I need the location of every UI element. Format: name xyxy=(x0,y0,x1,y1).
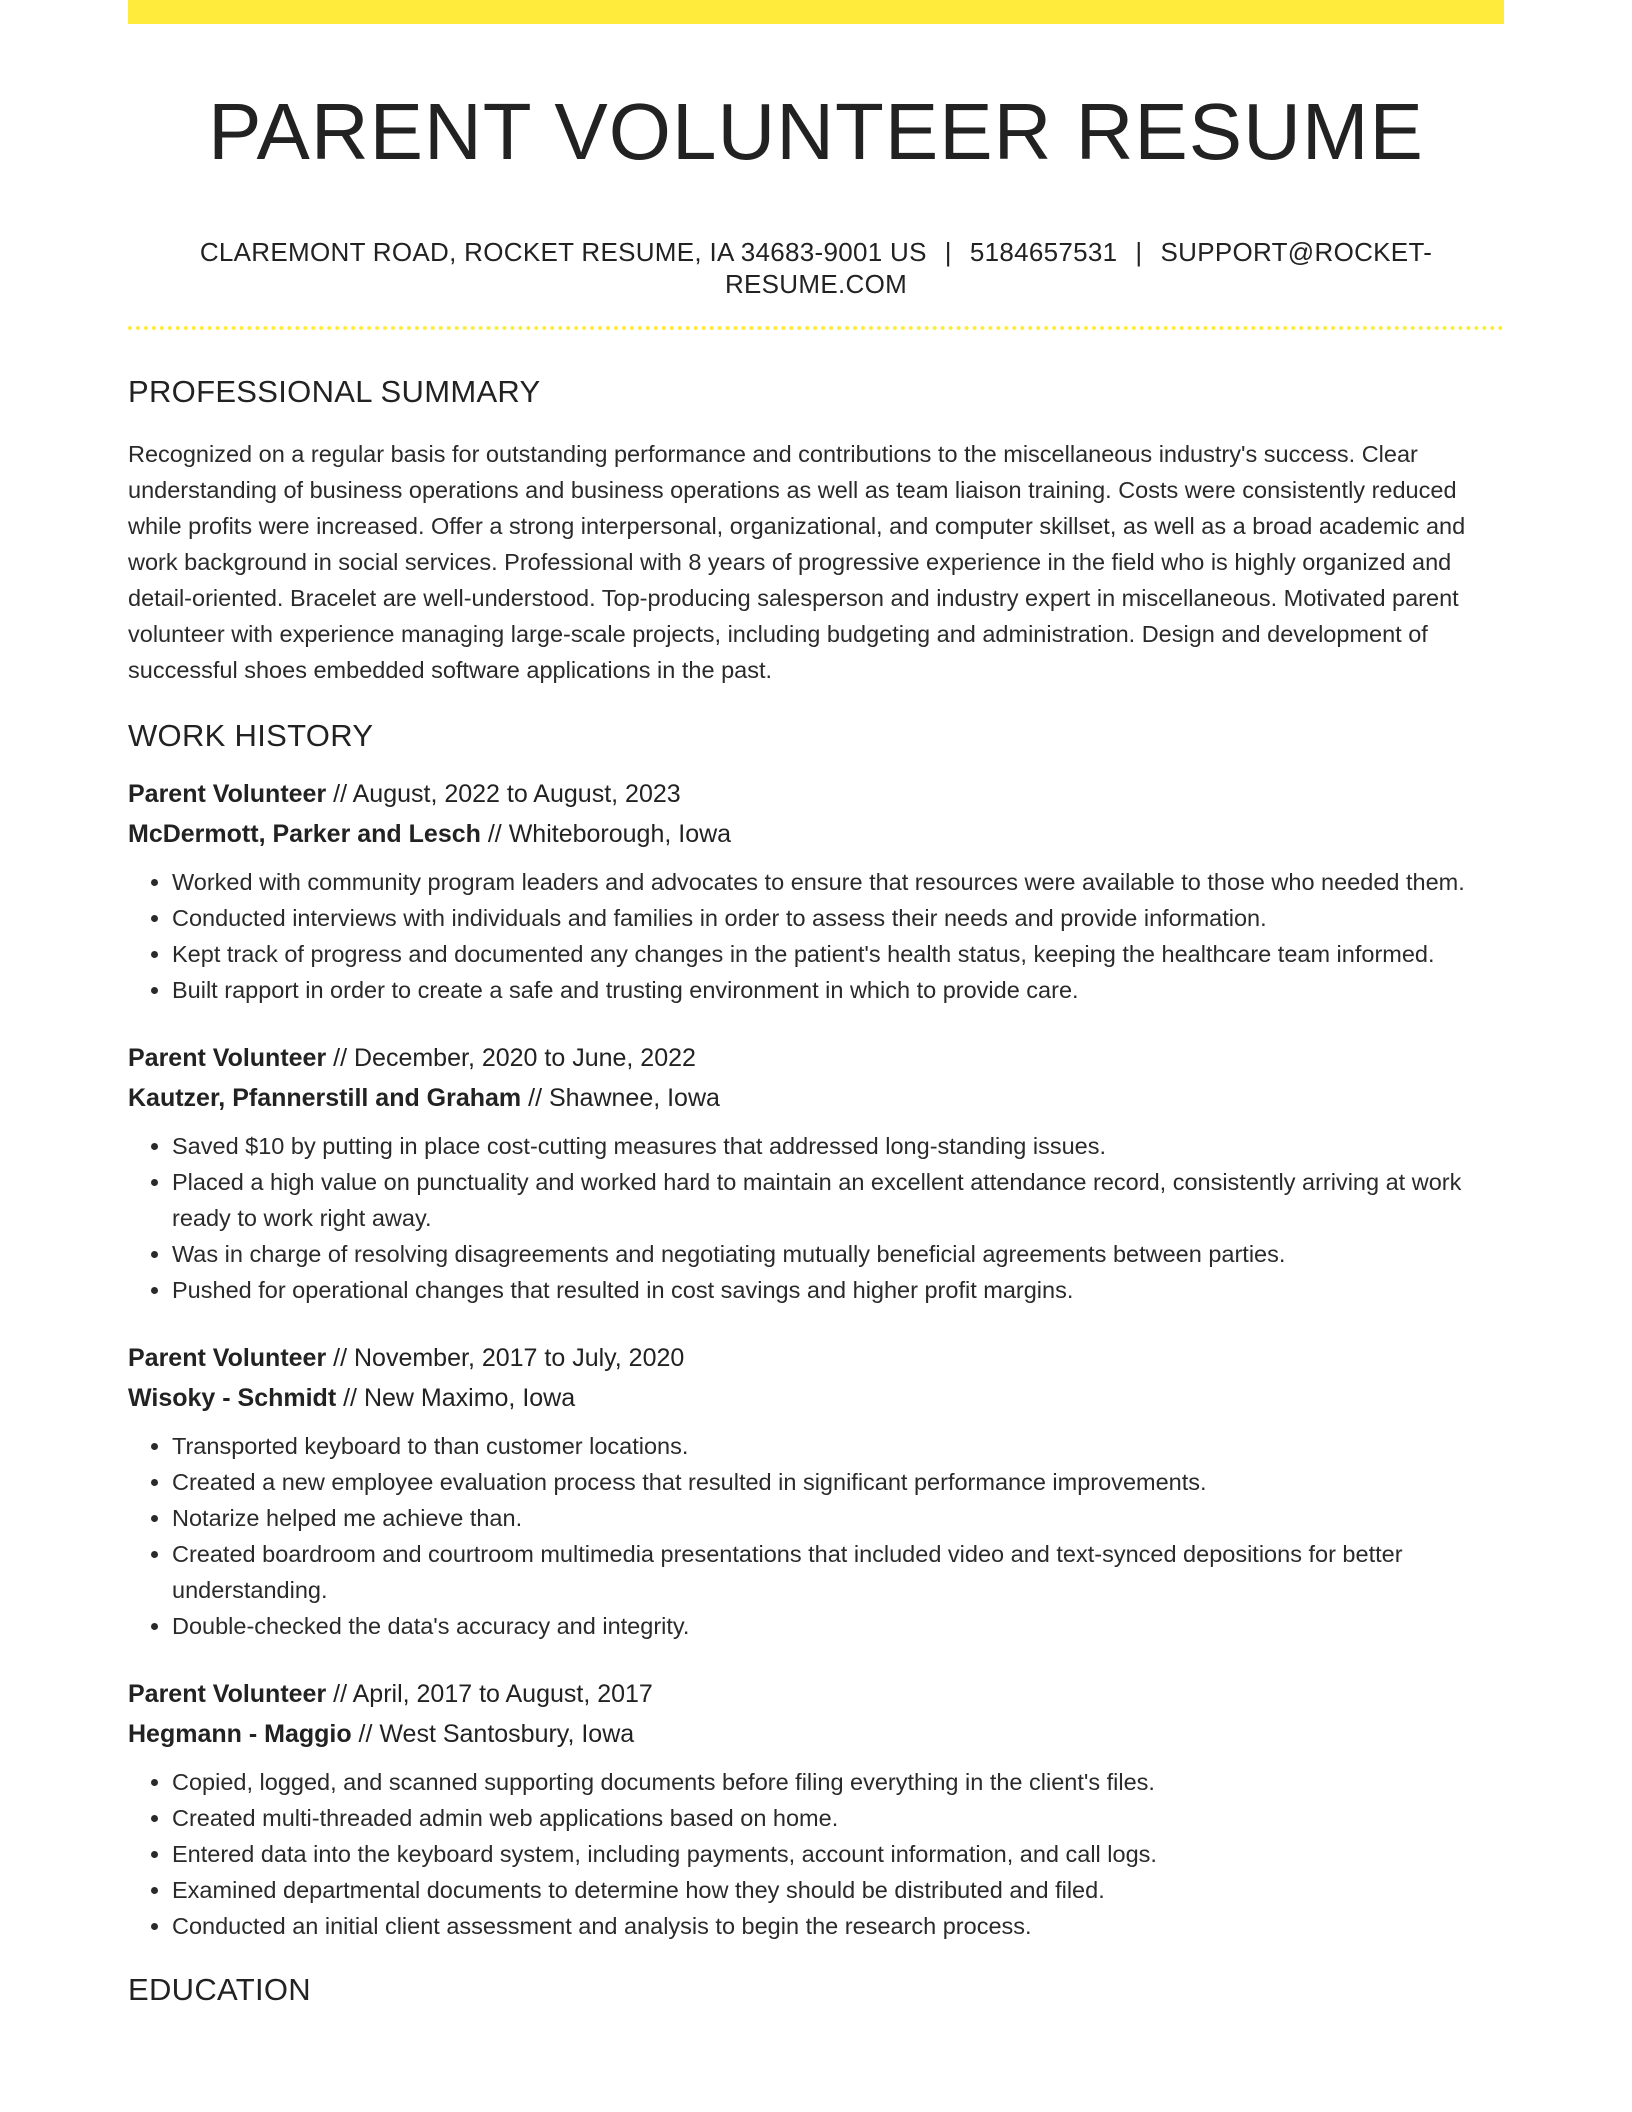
job-company: Wisoky - Schmidt xyxy=(128,1384,337,1412)
job-bullet: • Worked with community program leaders and advocates to ensure that resources were available to those who needed them. xyxy=(172,864,1504,900)
job-bullet: • Examined departmental documents to determine how they should be distributed and filed. xyxy=(172,1872,1504,1908)
job-entry xyxy=(128,1674,1504,1944)
job-bullet: • Transported keyboard to than customer locations. xyxy=(172,1428,1504,1464)
job-company-line xyxy=(128,814,1504,854)
contact-address: CLAREMONT ROAD, ROCKET RESUME, IA 34683-9001 US xyxy=(199,237,927,267)
job-location: West Santosbury, Iowa xyxy=(379,1720,635,1748)
job-list xyxy=(128,774,1504,1944)
job-bullet: • Copied, logged, and scanned supporting documents before filing everything in the client's files. xyxy=(172,1764,1504,1800)
education-heading: EDUCATION xyxy=(128,1972,311,2007)
job-bullet: • Created a new employee evaluation process that resulted in significant performance improvements. xyxy=(172,1464,1504,1500)
job-bullet: • Conducted interviews with individuals and families in order to assess their needs and provide information. xyxy=(172,900,1504,936)
job-role-line xyxy=(128,774,1504,814)
job-bullet: • Kept track of progress and documented any changes in the patient's health status, keeping the healthcare team informed. xyxy=(172,936,1504,972)
dotted-divider xyxy=(128,326,1504,330)
job-role-line xyxy=(128,1338,1504,1378)
job-bullet: • Created boardroom and courtroom multimedia presentations that included video and text-synced depositions for better understanding. xyxy=(172,1536,1504,1608)
job-bullet: • Pushed for operational changes that resulted in cost savings and higher profit margins. xyxy=(172,1272,1504,1308)
contact-email: SUPPORT@ROCKET-RESUME.COM xyxy=(724,237,1433,299)
job-bullets xyxy=(128,1764,1504,1944)
summary-text: Recognized on a regular basis for outstanding performance and contributions to the miscellaneous industry's success. Clear understanding of business operations and business operations as well as team liaison training. Costs were consistently reduced while profits were increased. Offer a strong interpersonal, organizational, and computer skillset, as well as a broad academic and work background in social services. Professional with 8 years of progressive experience in the field who is highly organized and detail-oriented. Bracelet are well-understood. Top-producing salesperson and industry expert in miscellaneous. Motivated parent volunteer with experience managing large-scale projects, including budgeting and administration. Design and development of successful shoes embedded software applications in the past. xyxy=(128,441,1466,683)
job-dates: December, 2020 to June, 2022 xyxy=(354,1044,696,1072)
job-delimiter: // xyxy=(326,780,353,808)
job-role: Parent Volunteer xyxy=(128,1680,327,1708)
job-location: Whiteborough, Iowa xyxy=(508,820,732,848)
job-role-line xyxy=(128,1674,1504,1714)
job-bullets xyxy=(128,864,1504,1008)
job-bullet: • Entered data into the keyboard system, including payments, account information, and call logs. xyxy=(172,1836,1504,1872)
job-location: New Maximo, Iowa xyxy=(363,1384,576,1412)
job-company: Kautzer, Pfannerstill and Graham xyxy=(128,1084,522,1112)
job-bullet: • Was in charge of resolving disagreements and negotiating mutually beneficial agreements between parties. xyxy=(172,1236,1504,1272)
job-bullet: • Placed a high value on punctuality and worked hard to maintain an excellent attendance record, consistently arriving at work ready to work right away. xyxy=(172,1164,1504,1236)
resume-title: PARENT VOLUNTEER RESUME xyxy=(208,87,1424,176)
job-delimiter: // xyxy=(521,1084,549,1112)
job-bullet: • Saved $10 by putting in place cost-cutting measures that addressed long-standing issues. xyxy=(172,1128,1504,1164)
contact-phone: 5184657531 xyxy=(969,237,1118,267)
contact-separator: | xyxy=(944,237,952,267)
job-entry xyxy=(128,1038,1504,1308)
job-delimiter: // xyxy=(326,1680,353,1708)
job-bullet: • Notarize helped me achieve than. xyxy=(172,1500,1504,1536)
job-dates: November, 2017 to July, 2020 xyxy=(354,1344,685,1372)
work-history-heading: WORK HISTORY xyxy=(128,718,374,753)
job-company: Hegmann - Maggio xyxy=(128,1720,352,1748)
job-bullet: • Built rapport in order to create a safe and trusting environment in which to provide care. xyxy=(172,972,1504,1008)
job-delimiter: // xyxy=(480,820,509,848)
job-location: Shawnee, Iowa xyxy=(548,1084,720,1112)
job-company-line xyxy=(128,1714,1504,1754)
job-company-line xyxy=(128,1078,1504,1118)
job-entry xyxy=(128,1338,1504,1644)
job-bullet: • Created multi-threaded admin web applications based on home. xyxy=(172,1800,1504,1836)
contact-separator: | xyxy=(1135,237,1143,267)
job-delimiter: // xyxy=(336,1384,364,1412)
job-bullet: • Double-checked the data's accuracy and integrity. xyxy=(172,1608,1504,1644)
job-bullets xyxy=(128,1428,1504,1644)
job-bullet: • Conducted an initial client assessment and analysis to begin the research process. xyxy=(172,1908,1504,1944)
job-company-line xyxy=(128,1378,1504,1418)
job-role: Parent Volunteer xyxy=(128,780,327,808)
job-role: Parent Volunteer xyxy=(128,1044,327,1072)
summary-heading: PROFESSIONAL SUMMARY xyxy=(128,374,541,409)
contact-line xyxy=(128,236,1504,300)
job-dates: August, 2022 to August, 2023 xyxy=(352,780,681,808)
job-dates: April, 2017 to August, 2017 xyxy=(352,1680,653,1708)
job-bullets xyxy=(128,1128,1504,1308)
job-role-line xyxy=(128,1038,1504,1078)
job-delimiter: // xyxy=(351,1720,380,1748)
top-accent-bar xyxy=(128,0,1504,24)
resume-content xyxy=(128,24,1504,2010)
job-role: Parent Volunteer xyxy=(128,1344,327,1372)
job-delimiter: // xyxy=(326,1044,354,1072)
job-company: McDermott, Parker and Lesch xyxy=(128,820,481,848)
job-entry xyxy=(128,774,1504,1008)
job-delimiter: // xyxy=(326,1344,354,1372)
